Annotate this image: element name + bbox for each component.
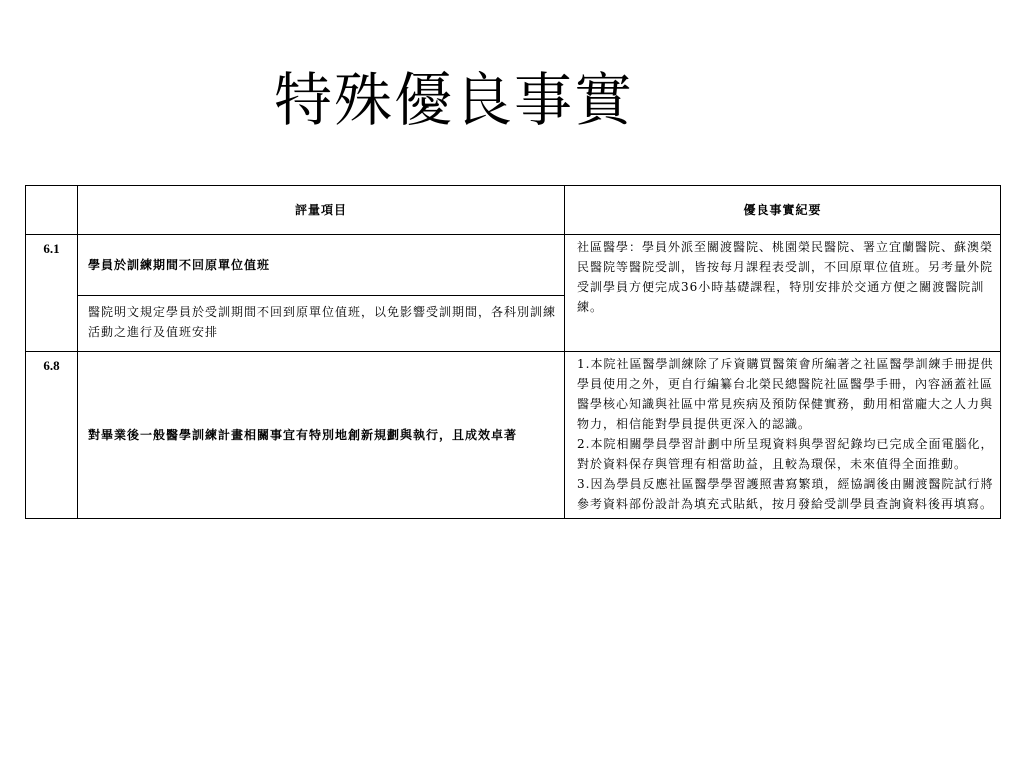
row-record-list xyxy=(565,352,1001,519)
row-number: 6.1 xyxy=(26,235,78,352)
record-list-item: 3.因為學員反應社區醫學學習護照書寫繁瑣，經協調後由關渡醫院試行將參考資料部份設計為填充式貼紙，按月發給受訓學員查詢資料後再填寫。 xyxy=(577,477,994,511)
row-item-detail: 醫院明文規定學員於受訓期間不回到原單位值班，以免影響受訓期間，各科別訓練活動之進行及值班安排 xyxy=(78,296,565,352)
page-title: 特殊優良事實 xyxy=(274,66,635,134)
header-cell-record: 優良事實紀要 xyxy=(565,186,1001,235)
row-item: 對畢業後一般醫學訓練計畫相關事宜有特別地創新規劃與執行，且成效卓著 xyxy=(78,352,565,519)
table-row xyxy=(26,352,1001,519)
record-list-item: 1.本院社區醫學訓練除了斥資購買醫策會所編著之社區醫學訓練手冊提供學員使用之外，更自行編纂台北榮民總醫院社區醫學手冊，內容涵蓋社區醫學核心知識與社區中常見疾病及預防保健實務，動用相當龐大之人力與物力，相信能對學員提供更深入的認識。 xyxy=(577,357,994,431)
evaluation-table xyxy=(25,185,1001,519)
header-cell-item: 評量項目 xyxy=(78,186,565,235)
row-number: 6.8 xyxy=(26,352,78,519)
record-list-item: 2.本院相關學員學習計劃中所呈現資料與學習紀錄均已完成全面電腦化，對於資料保存與管理有相當助益，且較為環保，未來值得全面推動。 xyxy=(577,437,994,471)
row-record: 社區醫學：學員外派至關渡醫院、桃園榮民醫院、署立宜蘭醫院、蘇澳榮民醫院等醫院受訓，皆按每月課程表受訓，不回原單位值班。另考量外院受訓學員方便完成36小時基礎課程，特別安排於交通方便之關渡醫院訓練。 xyxy=(565,235,1001,352)
header-cell-number xyxy=(26,186,78,235)
table-row xyxy=(26,235,1001,296)
row-item: 學員於訓練期間不回原單位值班 xyxy=(78,235,565,296)
table-header-row xyxy=(26,186,1001,235)
